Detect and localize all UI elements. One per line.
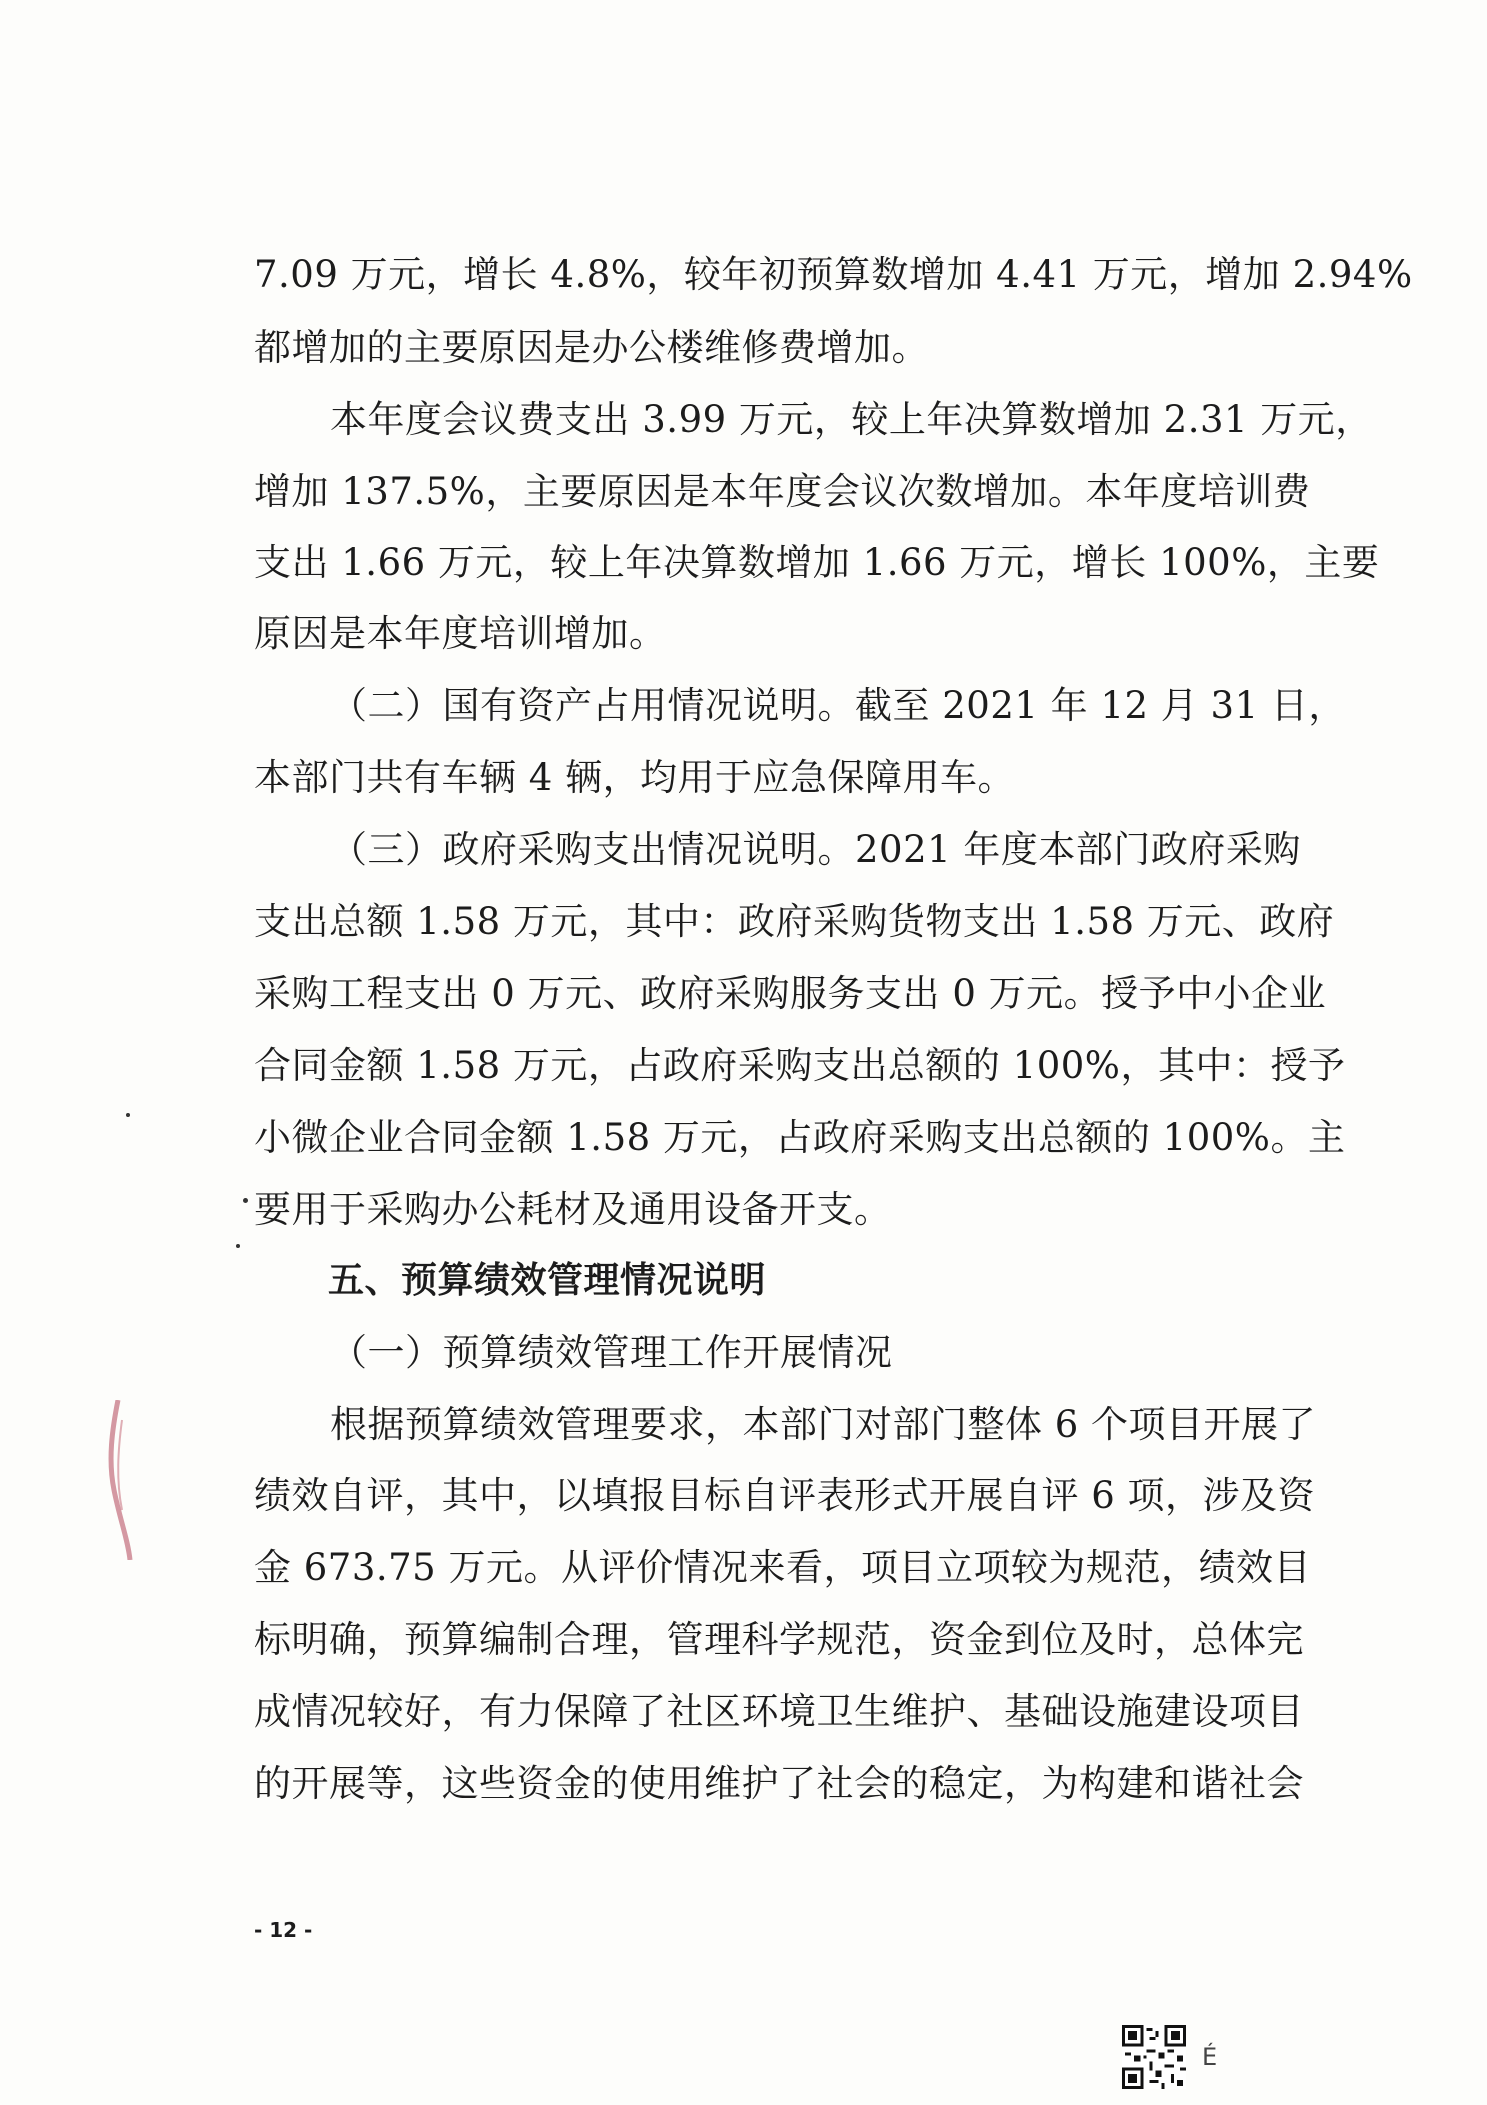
body-line-6: 原因是本年度培训增加。 bbox=[254, 612, 667, 655]
body-line-8: 本部门共有车辆 4 辆，均用于应急保障用车。 bbox=[254, 756, 1016, 799]
page-number: - 12 - bbox=[254, 1918, 313, 1942]
body-line-5: 支出 1.66 万元，较上年决算数增加 1.66 万元，增长 100%，主要 bbox=[254, 541, 1380, 584]
body-line-12: 合同金额 1.58 万元，占政府采购支出总额的 100%，其中：授予 bbox=[254, 1044, 1346, 1087]
body-line-17: 根据预算绩效管理要求，本部门对部门整体 6 个项目开展了 bbox=[330, 1403, 1317, 1446]
body-line-4: 增加 137.5%，主要原因是本年度会议次数增加。本年度培训费 bbox=[254, 470, 1311, 513]
stamp-remnant bbox=[100, 1400, 140, 1560]
body-line-18: 绩效自评，其中，以填报目标自评表形式开展自评 6 项，涉及资 bbox=[254, 1474, 1316, 1517]
subsection-heading: （一）预算绩效管理工作开展情况 bbox=[330, 1331, 893, 1374]
body-line-7: （二）国有资产占用情况说明。截至 2021 年 12 月 31 日， bbox=[330, 684, 1346, 727]
scan-speck bbox=[126, 1113, 130, 1117]
body-line-11: 采购工程支出 0 万元、政府采购服务支出 0 万元。授予中小企业 bbox=[254, 972, 1327, 1015]
body-line-13: 小微企业合同金额 1.58 万元，占政府采购支出总额的 100%。主 bbox=[254, 1116, 1346, 1159]
body-line-10: 支出总额 1.58 万元，其中：政府采购货物支出 1.58 万元、政府 bbox=[254, 900, 1335, 943]
body-line-3: 本年度会议费支出 3.99 万元，较上年决算数增加 2.31 万元， bbox=[330, 398, 1373, 441]
qr-code-icon bbox=[1122, 2024, 1186, 2090]
body-line-22: 的开展等，这些资金的使用维护了社会的稳定，为构建和谐社会 bbox=[254, 1762, 1304, 1805]
body-line-19: 金 673.75 万元。从评价情况来看，项目立项较为规范，绩效目 bbox=[254, 1546, 1311, 1589]
scan-speck bbox=[236, 1244, 240, 1248]
body-line-2: 都增加的主要原因是办公楼维修费增加。 bbox=[254, 326, 929, 369]
body-line-21: 成情况较好，有力保障了社区环境卫生维护、基础设施建设项目 bbox=[254, 1690, 1304, 1733]
body-line-20: 标明确，预算编制合理，管理科学规范，资金到位及时，总体完 bbox=[254, 1618, 1304, 1661]
section-heading: 五、预算绩效管理情况说明 bbox=[328, 1260, 767, 1301]
body-line-1: 7.09 万元，增长 4.8%，较年初预算数增加 4.41 万元，增加 2.94% bbox=[254, 253, 1413, 296]
scan-speck bbox=[243, 1198, 248, 1203]
corner-mark: É bbox=[1202, 2043, 1218, 2071]
body-line-9: （三）政府采购支出情况说明。2021 年度本部门政府采购 bbox=[330, 828, 1301, 871]
body-line-14: 要用于采购办公耗材及通用设备开支。 bbox=[254, 1188, 892, 1231]
